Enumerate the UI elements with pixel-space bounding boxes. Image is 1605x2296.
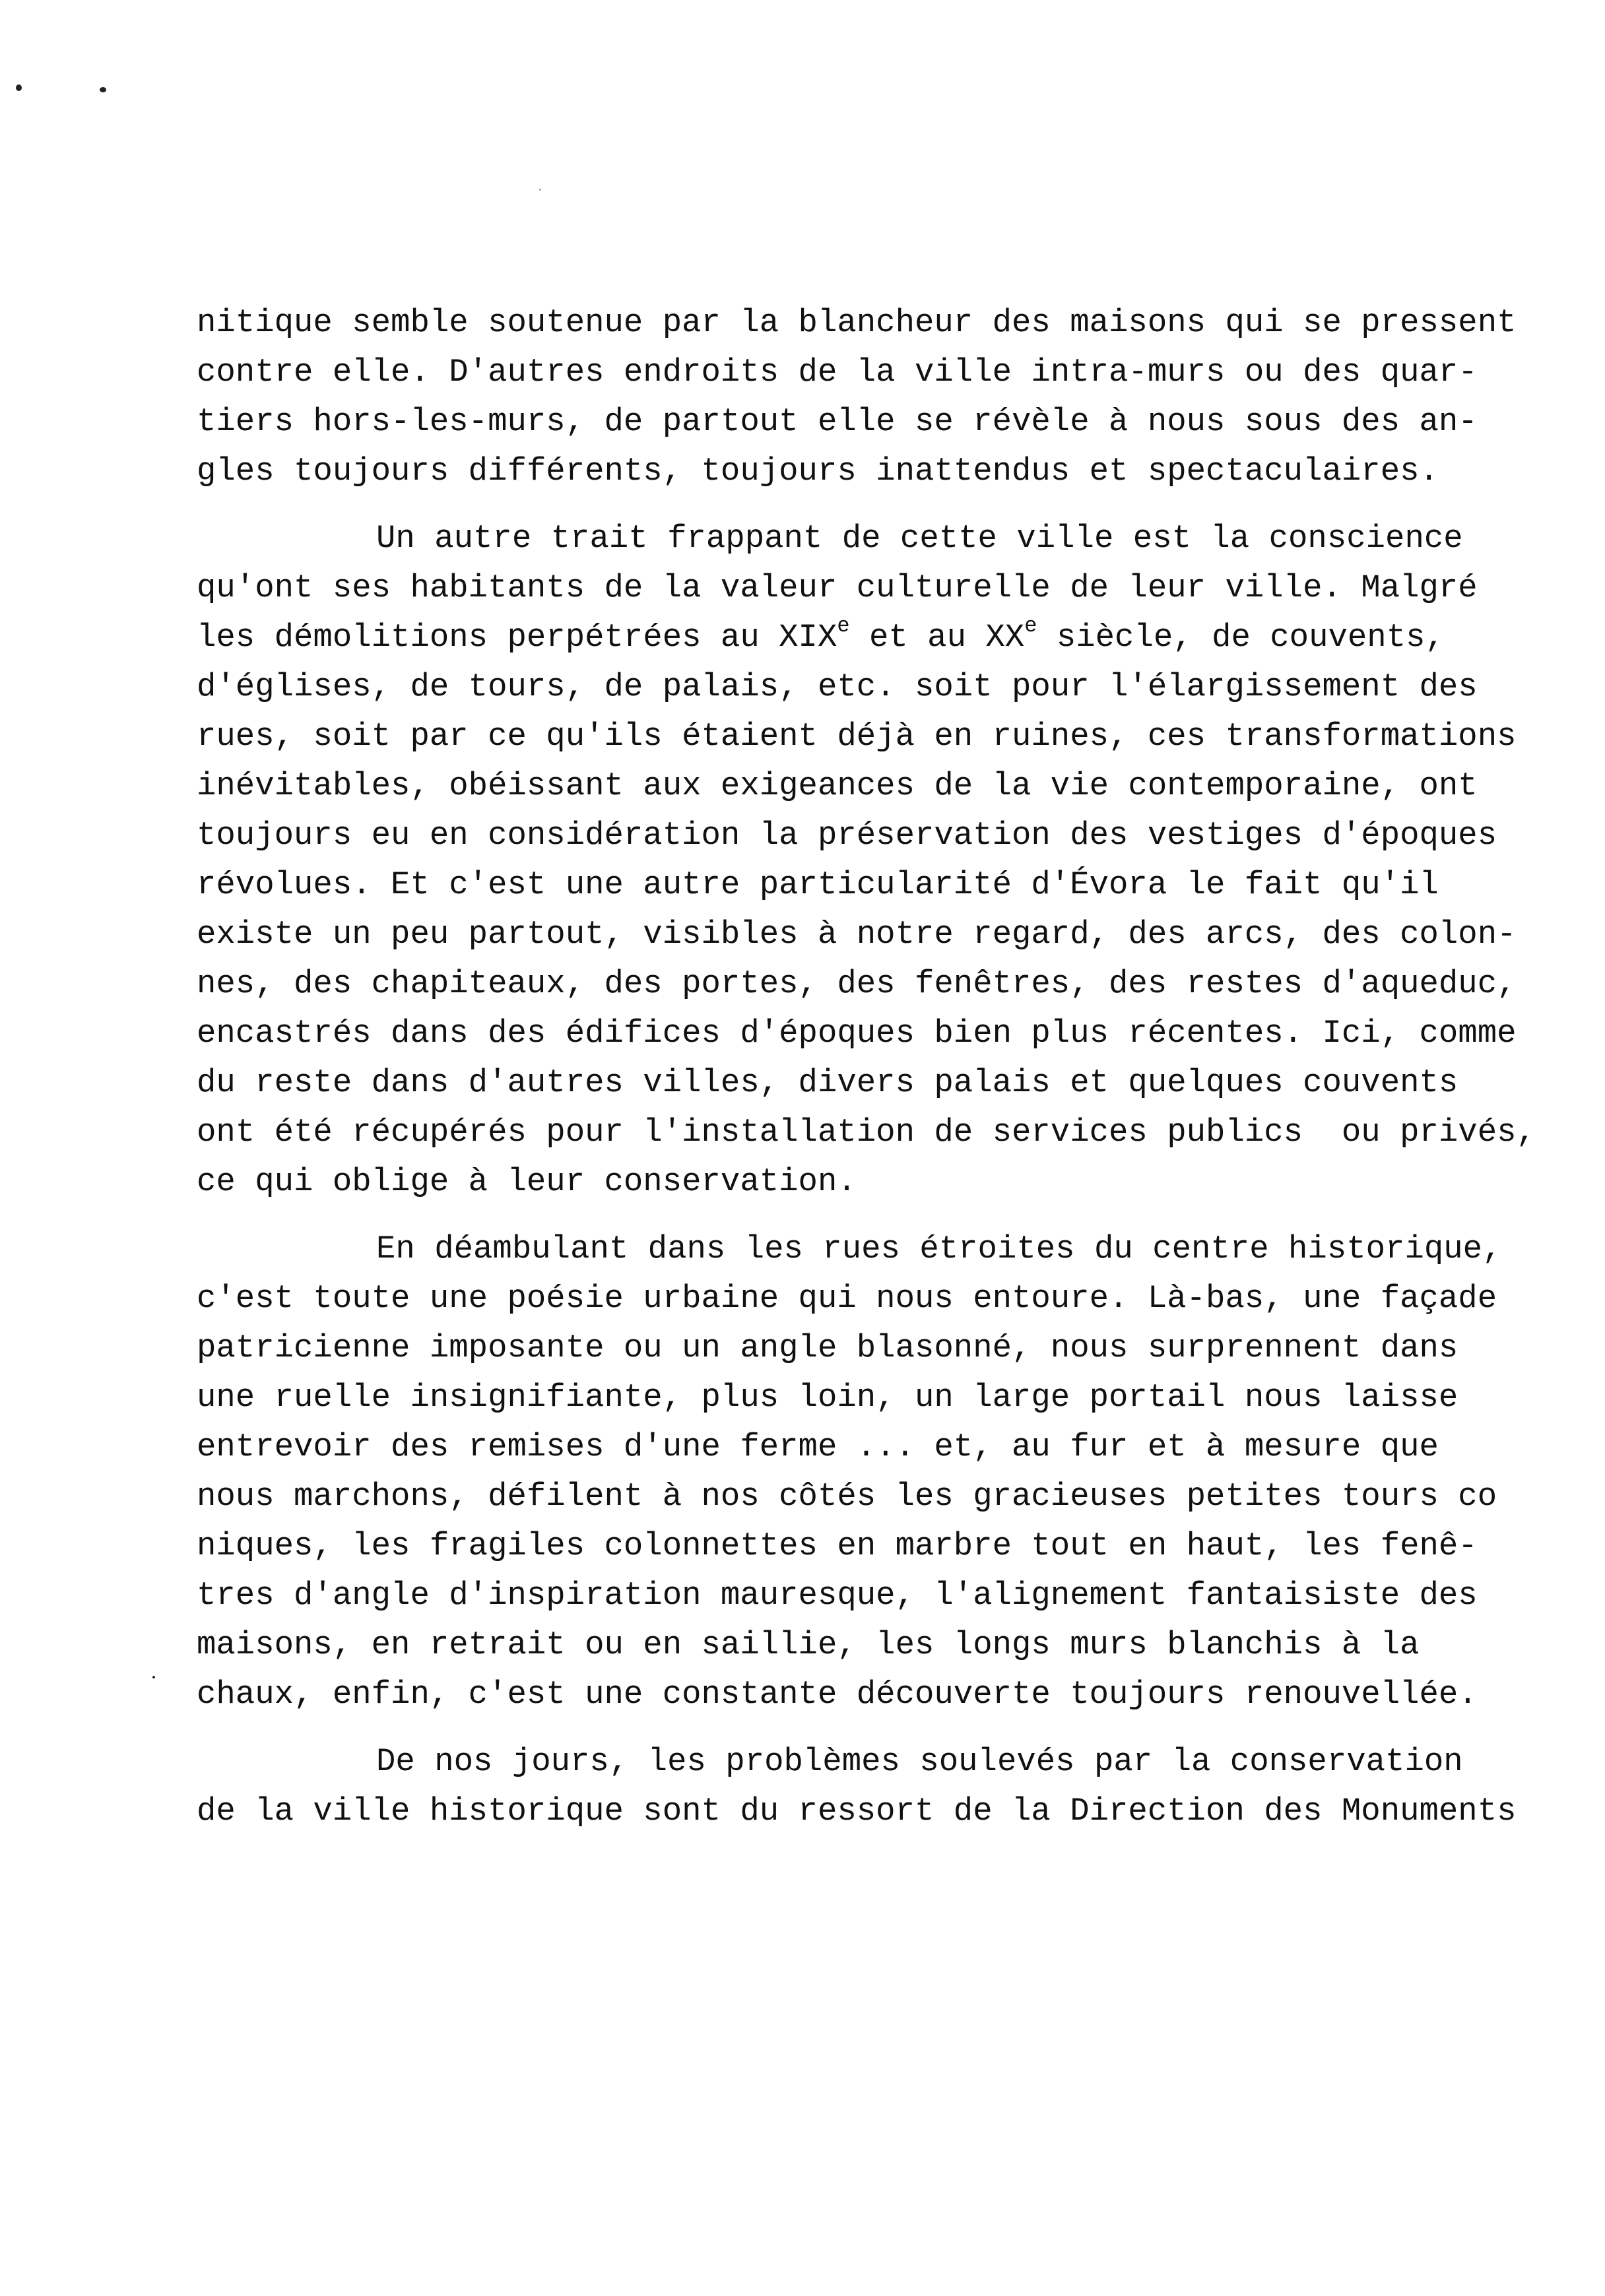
text-line	[197, 613, 1583, 662]
text-segment: nous marchons, défilent à nos côtés les gracieuses petites tours co	[197, 1478, 1497, 1515]
text-line	[197, 860, 1583, 910]
scan-speck	[539, 189, 541, 191]
text-segment: De nos jours, les problèmes soulevés par la conservation	[376, 1743, 1463, 1780]
text-segment: entrevoir des remises d'une ferme ... et, au fur et à mesure que	[197, 1428, 1439, 1465]
text-line	[197, 712, 1583, 761]
text-line	[197, 1670, 1583, 1719]
text-segment: ont été récupérés pour l'installation de services publics ou privés,	[197, 1114, 1536, 1151]
text-segment: siècle, de couvents,	[1037, 619, 1445, 656]
text-segment: chaux, enfin, c'est une constante découverte toujours renouvellée.	[197, 1676, 1478, 1713]
text-line	[197, 1274, 1583, 1323]
text-segment: tres d'angle d'inspiration mauresque, l'alignement fantaisiste des	[197, 1577, 1478, 1614]
text-segment: qu'ont ses habitants de la valeur culturelle de leur ville. Malgré	[197, 569, 1478, 606]
scan-speck	[16, 84, 22, 91]
text-line	[197, 298, 1583, 348]
text-line	[197, 348, 1583, 397]
paragraph	[197, 1737, 1583, 1836]
text-line	[197, 1422, 1583, 1472]
text-segment: patricienne imposante ou un angle blasonné, nous surprennent dans	[197, 1329, 1458, 1366]
text-line	[197, 1571, 1583, 1620]
text-segment: Un autre trait frappant de cette ville est la conscience	[376, 520, 1463, 557]
text-line	[197, 1472, 1583, 1521]
text-segment: révolues. Et c'est une autre particularité d'Évora le fait qu'il	[197, 866, 1439, 903]
text-line	[197, 1373, 1583, 1422]
text-segment: du reste dans d'autres villes, divers palais et quelques couvents	[197, 1064, 1458, 1101]
text-segment: nes, des chapiteaux, des portes, des fenêtres, des restes d'aqueduc,	[197, 965, 1517, 1002]
text-line	[197, 1058, 1583, 1108]
text-segment: tiers hors-les-murs, de partout elle se révèle à nous sous des an-	[197, 403, 1478, 440]
scan-speck	[100, 87, 106, 92]
text-segment: maisons, en retrait ou en saillie, les longs murs blanchis à la	[197, 1626, 1420, 1663]
text-segment: de la ville historique sont du ressort de la Direction des Monuments	[197, 1793, 1517, 1830]
text-line	[197, 447, 1583, 496]
text-line	[197, 662, 1583, 712]
text-segment: niques, les fragiles colonnettes en marbre tout en haut, les fenê-	[197, 1527, 1478, 1564]
text-segment: inévitables, obéissant aux exigeances de la vie contemporaine, ont	[197, 767, 1478, 804]
text-segment: rues, soit par ce qu'ils étaient déjà en ruines, ces transformations	[197, 718, 1517, 755]
text-line	[197, 761, 1583, 811]
text-line	[197, 563, 1583, 613]
text-segment: ce qui oblige à leur conservation.	[197, 1163, 857, 1200]
scan-speck	[152, 1676, 155, 1678]
superscript: e	[1024, 614, 1037, 638]
text-segment: une ruelle insignifiante, plus loin, un large portail nous laisse	[197, 1379, 1458, 1416]
paragraph	[197, 298, 1583, 496]
text-segment: existe un peu partout, visibles à notre regard, des arcs, des colon-	[197, 916, 1517, 953]
document-body	[197, 298, 1583, 1854]
text-segment: contre elle. D'autres endroits de la ville intra-murs ou des quar-	[197, 354, 1478, 391]
text-line	[197, 1225, 1583, 1274]
text-segment: nitique semble soutenue par la blancheur des maisons qui se pressent	[197, 304, 1517, 341]
text-line	[197, 811, 1583, 860]
text-line	[197, 1620, 1583, 1670]
text-line	[197, 1521, 1583, 1571]
text-line	[197, 959, 1583, 1009]
text-segment: et au XX	[849, 619, 1025, 656]
text-line	[197, 1787, 1583, 1836]
text-segment: gles toujours différents, toujours inattendus et spectaculaires.	[197, 453, 1439, 490]
text-line	[197, 397, 1583, 447]
paragraph	[197, 1225, 1583, 1719]
text-segment: toujours eu en considération la préservation des vestiges d'époques	[197, 817, 1497, 854]
text-line	[197, 514, 1583, 563]
text-segment: encastrés dans des édifices d'époques bien plus récentes. Ici, comme	[197, 1015, 1517, 1052]
text-line	[197, 1009, 1583, 1058]
text-line	[197, 910, 1583, 959]
text-segment: d'églises, de tours, de palais, etc. soit pour l'élargissement des	[197, 668, 1478, 705]
text-segment: En déambulant dans les rues étroites du centre historique,	[376, 1230, 1502, 1267]
superscript: e	[837, 614, 850, 638]
text-line	[197, 1323, 1583, 1373]
paragraph	[197, 514, 1583, 1207]
text-line	[197, 1737, 1583, 1787]
text-segment: les démolitions perpétrées au XIX	[197, 619, 837, 656]
text-line	[197, 1108, 1583, 1157]
text-line	[197, 1157, 1583, 1207]
text-segment: c'est toute une poésie urbaine qui nous entoure. Là-bas, une façade	[197, 1280, 1497, 1317]
